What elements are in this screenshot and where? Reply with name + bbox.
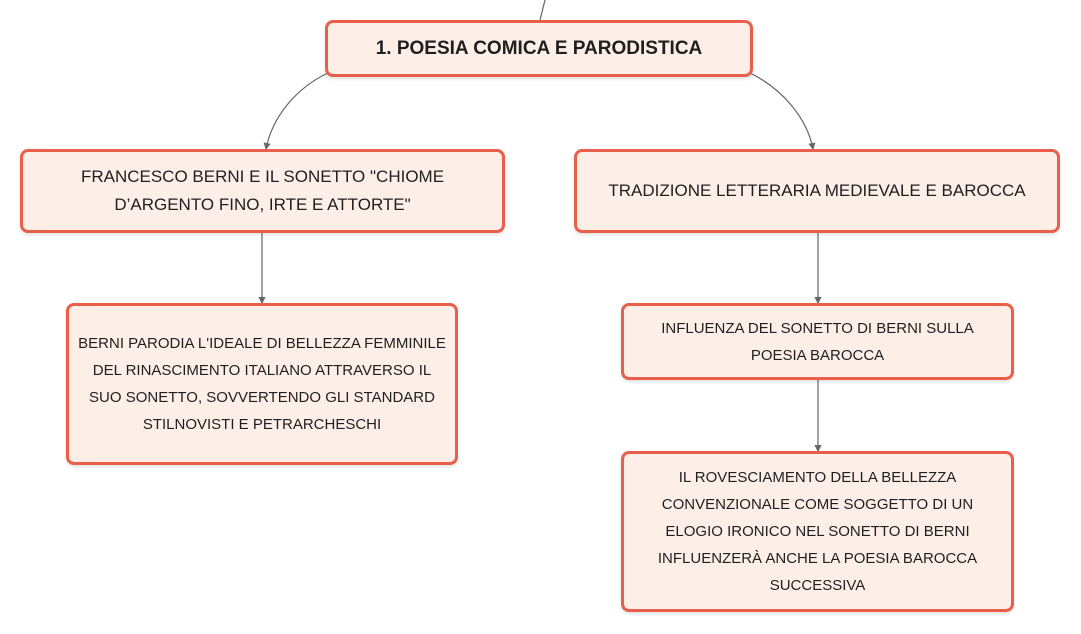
- node-label: TRADIZIONE LETTERARIA MEDIEVALE E BAROCCA: [608, 181, 1026, 200]
- node-label: FRANCESCO BERNI E IL SONETTO "CHIOME D’ARGENTO FINO, IRTE E ATTORTE": [80, 167, 445, 214]
- node-label: INFLUENZA DEL SONETTO DI BERNI SULLA POESIA BAROCCA: [661, 319, 974, 364]
- node-label: IL ROVESCIAMENTO DELLA BELLEZZA CONVENZIONALE COME SOGGETTO DI UN ELOGIO IRONICO NEL SONETTO DI BERNI INFLUENZERÀ ANCHE LA POESIA BAROCCA SUCCESSIVA: [657, 469, 978, 594]
- connector-root-to-left-branch: [266, 72, 330, 149]
- connector-parent-to-root: [540, 0, 545, 20]
- root-node[interactable]: [325, 20, 753, 77]
- node-berni-parodia[interactable]: [66, 303, 458, 465]
- node-label: BERNI PARODIA L'IDEALE DI BELLEZZA FEMMINILE DEL RINASCIMENTO ITALIANO ATTRAVERSO IL SUO SONETTO, SOVVERTENDO GLI STANDARD STILNOVISTI E PETRARCHESCHI: [78, 335, 446, 433]
- node-francesco-berni-sonetto[interactable]: [20, 149, 505, 233]
- node-tradizione-letteraria[interactable]: [574, 149, 1060, 233]
- connector-root-to-right-branch: [748, 72, 813, 149]
- node-rovesciamento-bellezza[interactable]: [621, 451, 1014, 612]
- node-influenza-sonetto[interactable]: [621, 303, 1014, 380]
- root-node-label: 1. POESIA COMICA E PARODISTICA: [375, 37, 703, 59]
